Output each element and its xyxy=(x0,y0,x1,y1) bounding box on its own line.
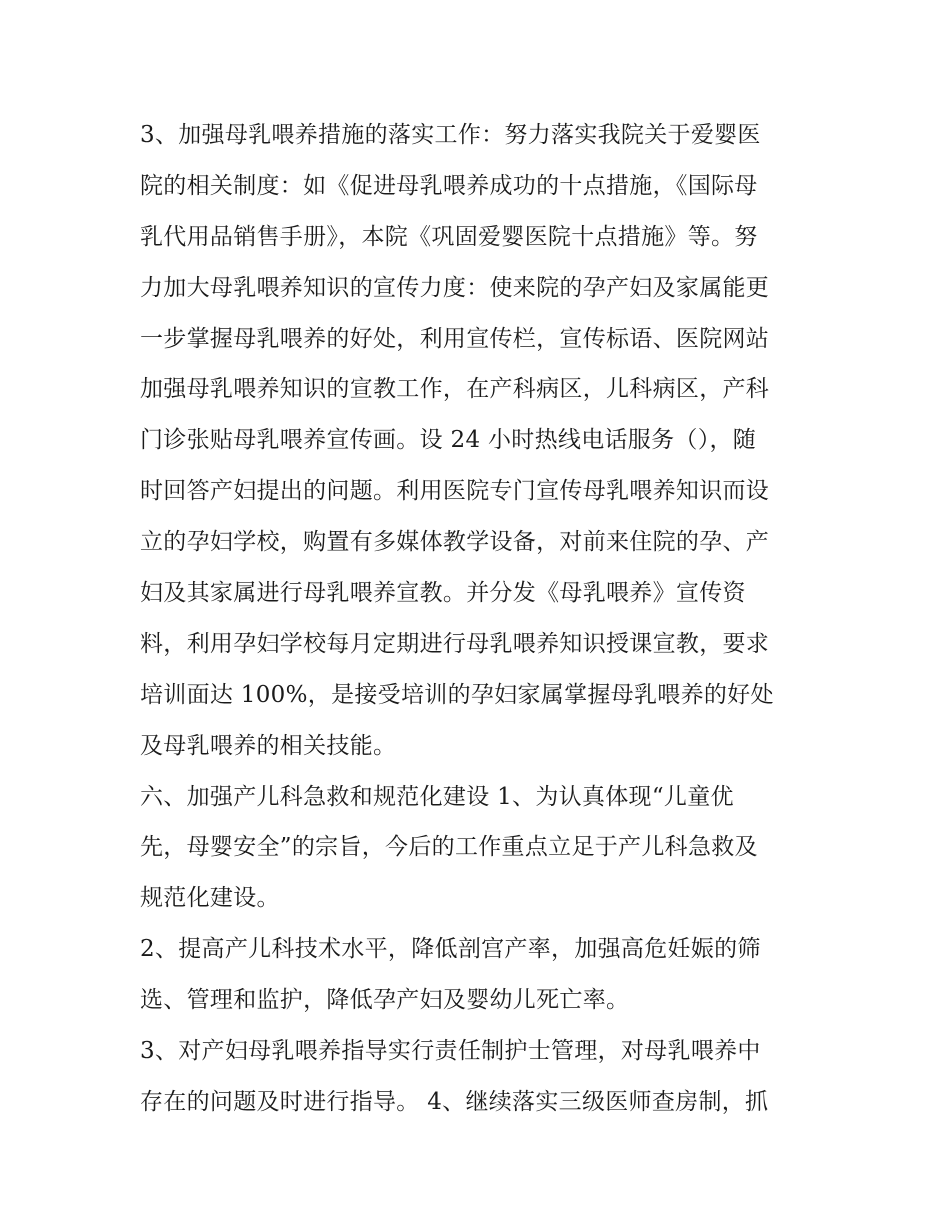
text-line: 2、提高产儿科技术水平，降低剖宫产率，加强高危妊娠的筛 xyxy=(140,936,761,963)
text-line: 立的孕妇学校，购置有多媒体教学设备，对前来住院的孕、产 xyxy=(140,529,770,556)
text-line: 3、加强母乳喂养措施的落实工作：努力落实我院关于爱婴医 xyxy=(140,122,761,148)
text-line: 力加大母乳喂养知识的宣传力度：使来院的孕产妇及家属能更 xyxy=(140,274,770,301)
document-body xyxy=(140,110,820,1128)
text-line: 及母乳喂养的相关技能。 xyxy=(140,732,397,759)
text-line: 加强母乳喂养知识的宣教工作，在产科病区，儿科病区，产科 xyxy=(140,376,770,403)
text-line: 院的相关制度：如《促进母乳喂养成功的十点措施，《国际母 xyxy=(140,172,758,199)
text-line: 存在的问题及时进行指导。 4、继续落实三级医师查房制，抓 xyxy=(140,1088,769,1115)
text-line: 一步掌握母乳喂养的好处，利用宣传栏，宣传标语、医院网站 xyxy=(140,325,770,352)
text-line: 妇及其家属进行母乳喂养宣教。并分发《母乳喂养》宣传资 xyxy=(140,580,746,607)
text-line: 先，母婴安全”的宗旨，今后的工作重点立足于产儿科急救及 xyxy=(140,834,758,861)
text-line: 乳代用品销售手册》，本院《巩固爱婴医院十点措施》等。努 xyxy=(140,223,758,250)
text-line: 3、对产妇母乳喂养指导实行责任制护士管理，对母乳喂养中 xyxy=(140,1038,761,1065)
text-line: 六、加强产儿科急救和规范化建设 1、为认真体现“儿童优 xyxy=(140,783,734,810)
text-line: 门诊张贴母乳喂养宣传画。设 24 小时热线电话服务（），随 xyxy=(140,427,757,454)
text-line: 料，利用孕妇学校每月定期进行母乳喂养知识授课宣教，要求 xyxy=(140,630,770,657)
text-line: 培训面达 100%，是接受培训的孕妇家属掌握母乳喂养的好处 xyxy=(140,681,774,708)
text-line: 规范化建设。 xyxy=(140,885,280,912)
text-line: 选、管理和监护，降低孕产妇及婴幼儿死亡率。 xyxy=(140,987,630,1014)
text-line: 时回答产妇提出的问题。利用医院专门宣传母乳喂养知识而设 xyxy=(140,478,770,505)
